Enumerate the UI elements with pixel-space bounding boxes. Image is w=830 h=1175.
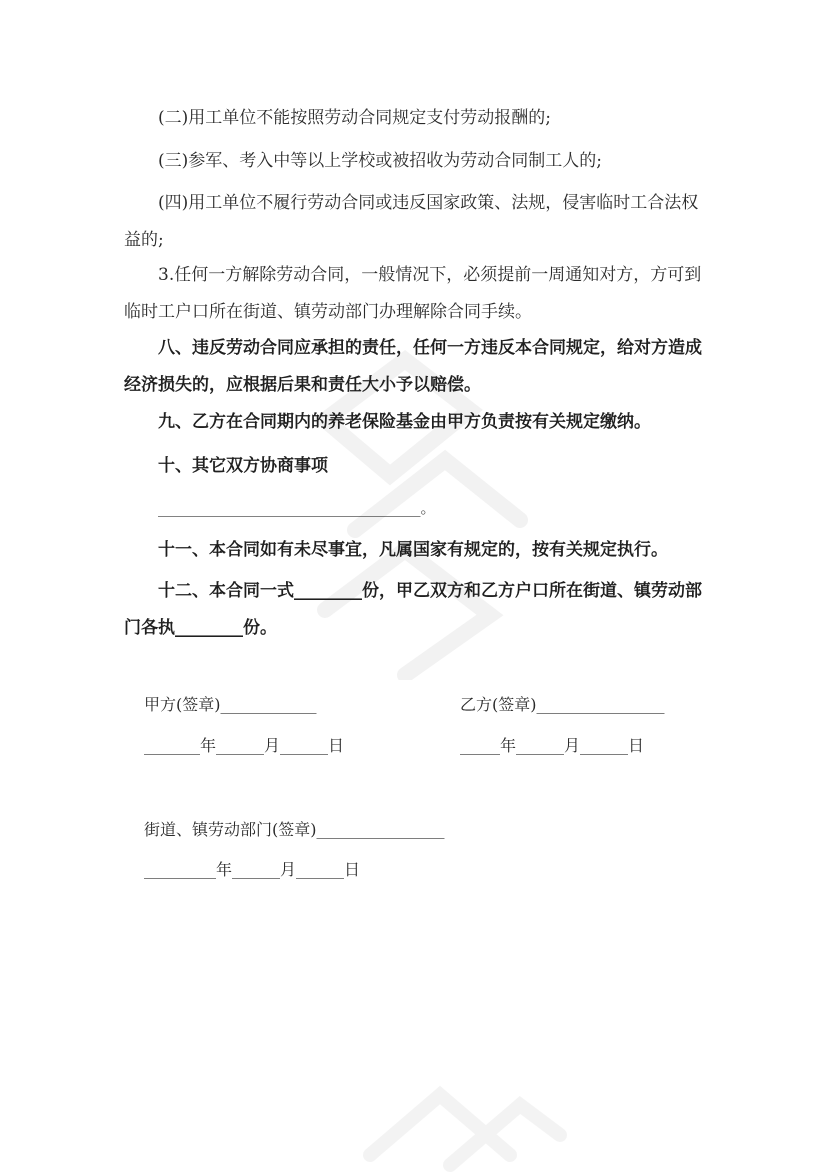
- article-10-other-matters: 十、其它双方协商事项: [158, 456, 328, 476]
- article-12-copies: 十二、本合同一式________份，甲乙双方和乙方户口所在街道、镇劳动部门各执________份。: [124, 581, 702, 638]
- article-9-pension: 九、乙方在合同期内的养老保险基金由甲方负责按有关规定缴纳。: [158, 412, 651, 432]
- clause-4-text: (四)用工单位不履行劳动合同或违反国家政策、法规，侵害临时工合法权益的;: [124, 193, 699, 250]
- article-11-unspecified: 十一、本合同如有未尽事宜，凡属国家有规定的，按有关规定执行。: [158, 540, 668, 560]
- labor-dept-signature: 街道、镇劳动部门(签章)________________: [144, 820, 445, 839]
- party-a-signature: 甲方(签章)____________: [144, 695, 317, 714]
- clause-2-text: (二)用工单位不能按照劳动合同规定支付劳动报酬的;: [158, 108, 551, 128]
- party-b-date: _____年______月______日: [460, 736, 645, 755]
- article-8-liability: 八、违反劳动合同应承担的责任，任何一方违反本合同规定，给对方造成经济损失的，应根据后果和责任大小予以赔偿。: [124, 338, 702, 395]
- article-10-blank-line: ___________________________________。: [158, 499, 436, 517]
- clause-3-text: (三)参军、考入中等以上学校或被招收为劳动合同制工人的;: [158, 151, 602, 171]
- watermark-graphic-bottom: [330, 1035, 570, 1175]
- party-a-date: _______年______月______日: [144, 736, 345, 755]
- labor-dept-date: _________年______月______日: [144, 860, 361, 879]
- termination-notice-text: 3.任何一方解除劳动合同，一般情况下，必须提前一周通知对方，方可到临时工户口所在街道、镇劳动部门办理解除合同手续。: [124, 265, 702, 322]
- party-b-signature: 乙方(签章)________________: [460, 695, 665, 714]
